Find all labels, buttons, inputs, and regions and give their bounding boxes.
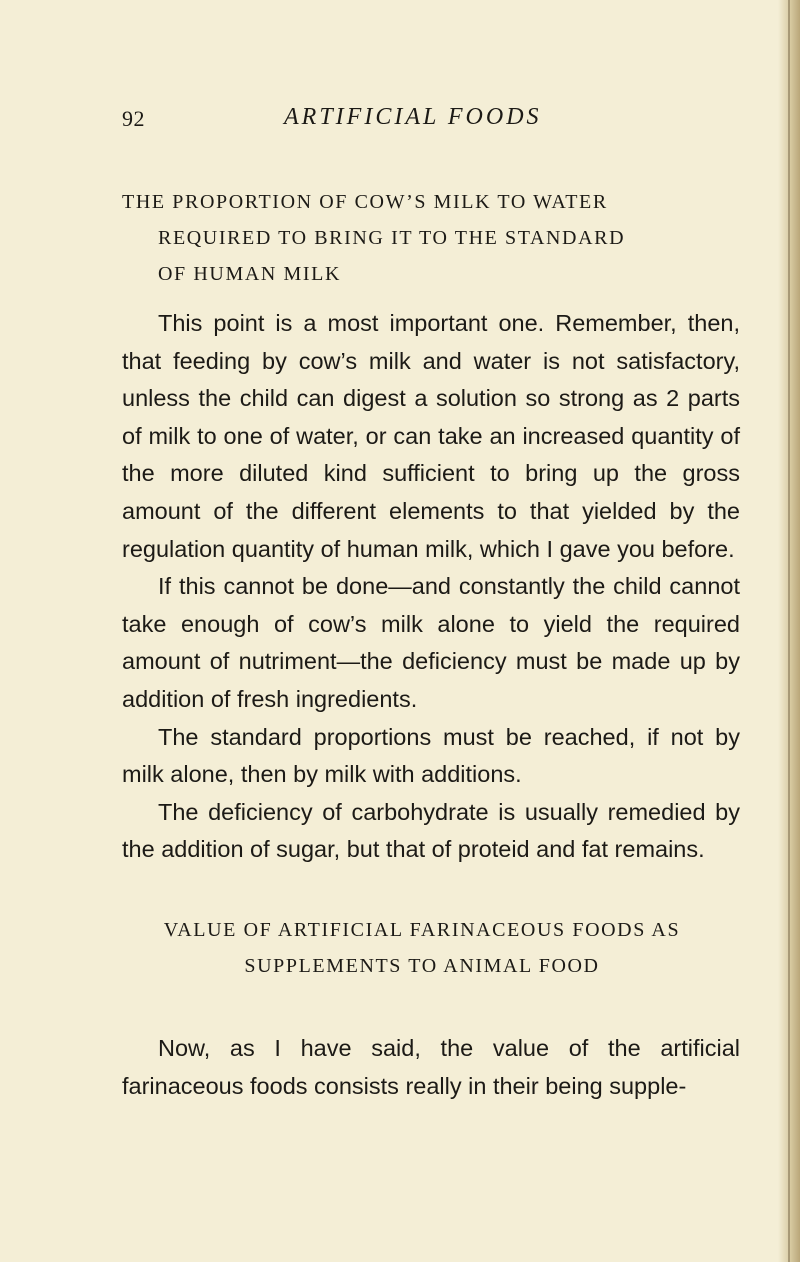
section-heading-line: OF HUMAN MILK [158,263,342,285]
section-heading-farinaceous [112,912,732,984]
section-heading-line: REQUIRED TO BRING IT TO THE STANDARD [158,227,626,249]
page-number: 92 [122,106,145,131]
section-body-farinaceous [122,1030,740,1105]
section-heading-line: VALUE OF ARTIFICIAL FARINACEOUS FOODS AS [163,919,681,941]
running-head [122,104,742,138]
paragraph: Now, as I have said, the value of the artificial farinaceous foods consists really in their being supple- [122,1035,740,1099]
paragraph: The standard proportions must be reached, if not by milk alone, then by milk with additions. [122,723,740,788]
paragraph: This point is a most important one. Remember, then, that feeding by cow’s milk and water is not satisfactory, unless the child can digest a solution so strong as 2 parts of milk to one of water, or can take an increased quantity of the more diluted kind sufficient to bring up the gross amount of the different elements to that yielded by the regulation quantity of human milk, which I gave you before. [122,310,740,562]
section-body-proportion [122,305,740,869]
page-edge-line [788,0,790,1262]
section-heading-line: THE PROPORTION OF COW’S MILK TO WATER [122,191,608,213]
paragraph: If this cannot be done—and constantly the child cannot take enough of cow’s milk alone to yield the required amount of nutriment—the deficiency must be made up by addition of fresh ingredients. [122,573,740,712]
paragraph: The deficiency of carbohydrate is usually remedied by the addition of sugar, but that of proteid and fat remains. [122,798,740,863]
section-heading-proportion [122,184,722,292]
running-head-title: ARTIFICIAL FOODS [284,104,542,130]
section-heading-line: SUPPLEMENTS TO ANIMAL FOOD [244,955,600,977]
